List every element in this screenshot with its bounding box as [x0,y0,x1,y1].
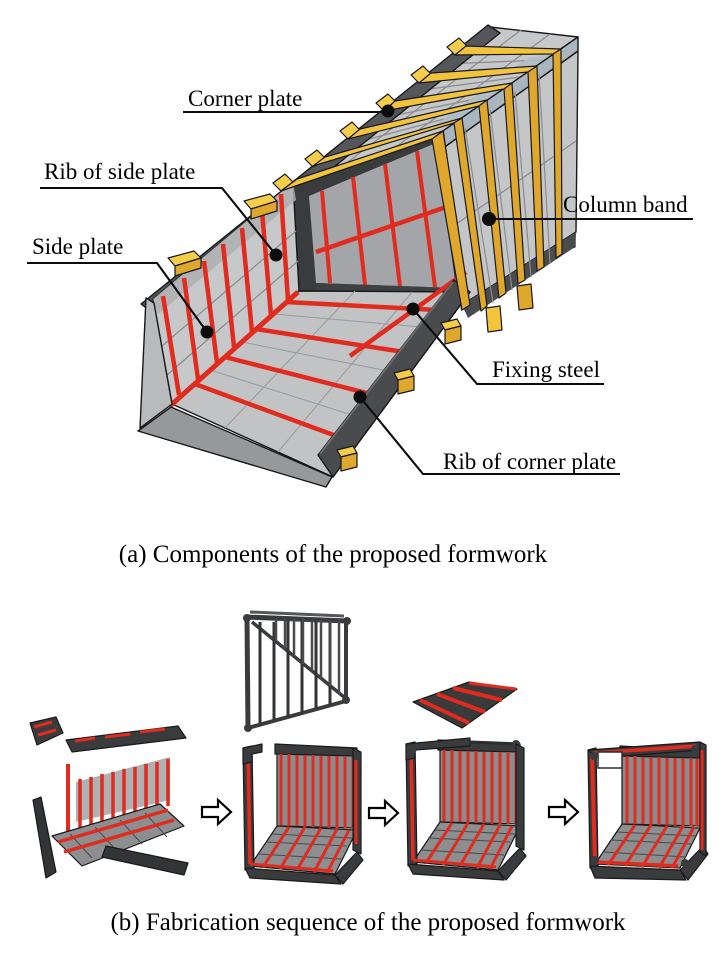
fixing-steel-label: Fixing steel [492,357,600,382]
fabrication-step-1 [30,717,188,878]
panel-b-sequence [30,612,708,884]
corner-plate-label: Corner plate [188,86,303,111]
label-corner-plate [183,86,395,118]
corner-plate-part [413,682,517,728]
side-plate-label: Side plate [32,234,124,259]
sequence-arrow-1 [202,800,231,824]
panel-a-caption: (a) Components of the proposed formwork [118,541,548,568]
fabrication-step-3 [406,738,526,880]
panel-b-caption: (b) Fabrication sequence of the proposed formwork [110,909,626,936]
column-band-dot [482,212,496,226]
sequence-arrow-3 [549,800,578,824]
rib-of-side-plate-dot [270,249,283,262]
rib-of-corner-plate-label: Rib of corner plate [443,449,617,474]
fabrication-step-2 [243,744,363,884]
fixing-steel-dot [407,303,420,316]
rib-of-corner-plate-dot [354,391,367,404]
corner-plate-dot [382,105,395,118]
fabrication-step-4 [588,742,708,880]
sequence-arrow-2 [369,801,398,825]
side-plate-dot [201,326,214,339]
column-band-label: Column band [563,192,688,217]
steel-cage-frame [243,612,351,732]
label-rib-of-corner-plate [354,391,621,475]
rib-of-side-plate-label: Rib of side plate [44,159,196,184]
